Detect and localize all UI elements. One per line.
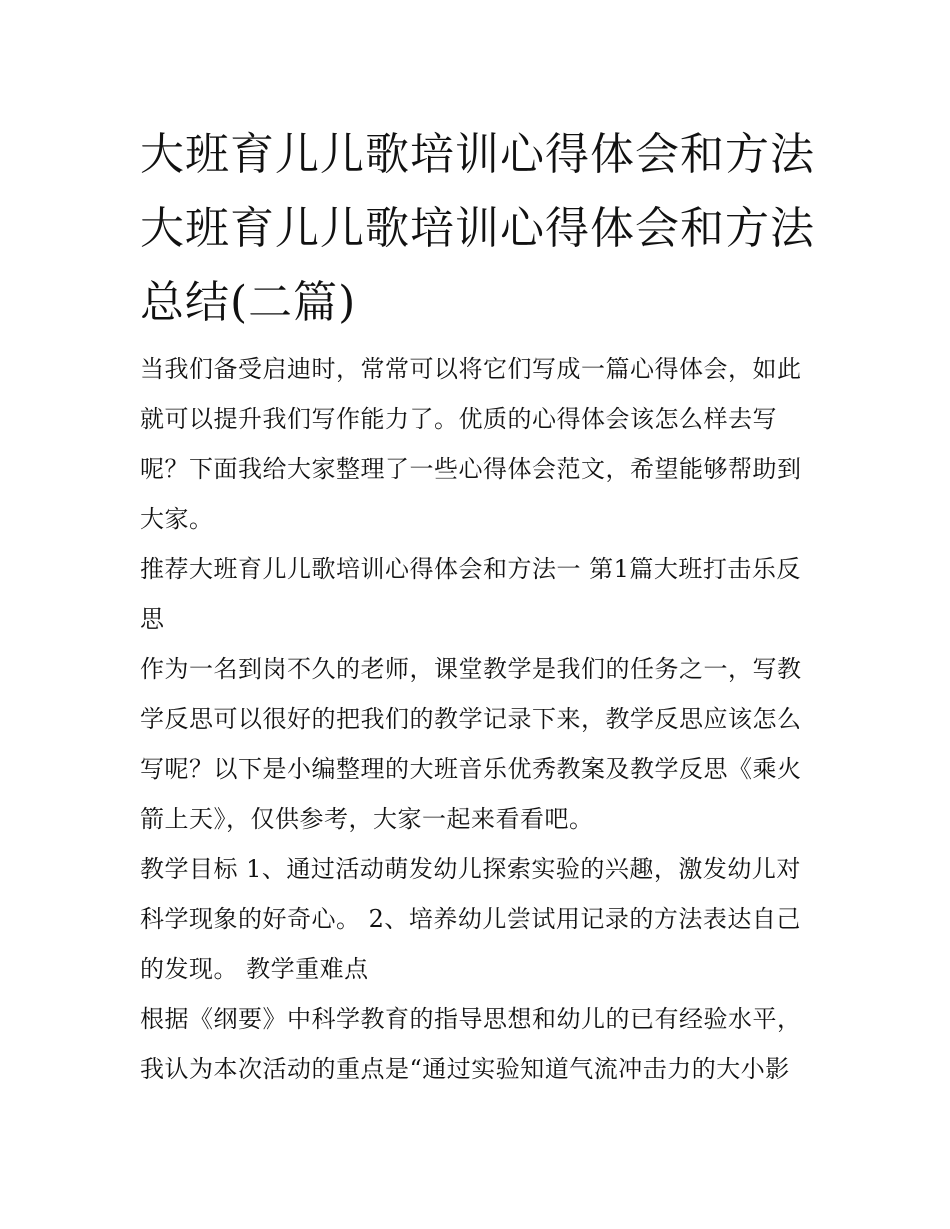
- body-paragraph: 作为一名到岗不久的老师，课堂教学是我们的任务之一，写教学反思可以很好的把我们的教学记录下来，教学反思应该怎么写呢？以下是小编整理的大班音乐优秀教案及教学反思《乘火箭上天》，仅供参考，大家一起来看看吧。: [140, 655, 802, 833]
- intro-paragraph: 当我们备受启迪时，常常可以将它们写成一篇心得体会，如此就可以提升我们写作能力了。优质的心得体会该怎么样去写呢？下面我给大家整理了一些心得体会范文，希望能够帮助到大家。: [140, 355, 802, 533]
- document-title: 大班育儿儿歌培训心得体会和方法 大班育儿儿歌培训心得体会和方法总结(二篇): [140, 129, 815, 328]
- body-paragraph: 根据《纲要》中科学教育的指导思想和幼儿的已有经验水平，我认为本次活动的重点是“通过实验知道气流冲击力的大小影: [140, 1005, 802, 1083]
- teaching-goals-paragraph: 教学目标 1、通过活动萌发幼儿探索实验的兴趣，激发幼儿对科学现象的好奇心。 2、培养幼儿尝试用记录的方法表达自己的发现。 教学重难点: [140, 855, 801, 983]
- document-page: [140, 118, 820, 1094]
- section-heading-paragraph: 推荐大班育儿儿歌培训心得体会和方法一 第1篇大班打击乐反思: [140, 555, 801, 633]
